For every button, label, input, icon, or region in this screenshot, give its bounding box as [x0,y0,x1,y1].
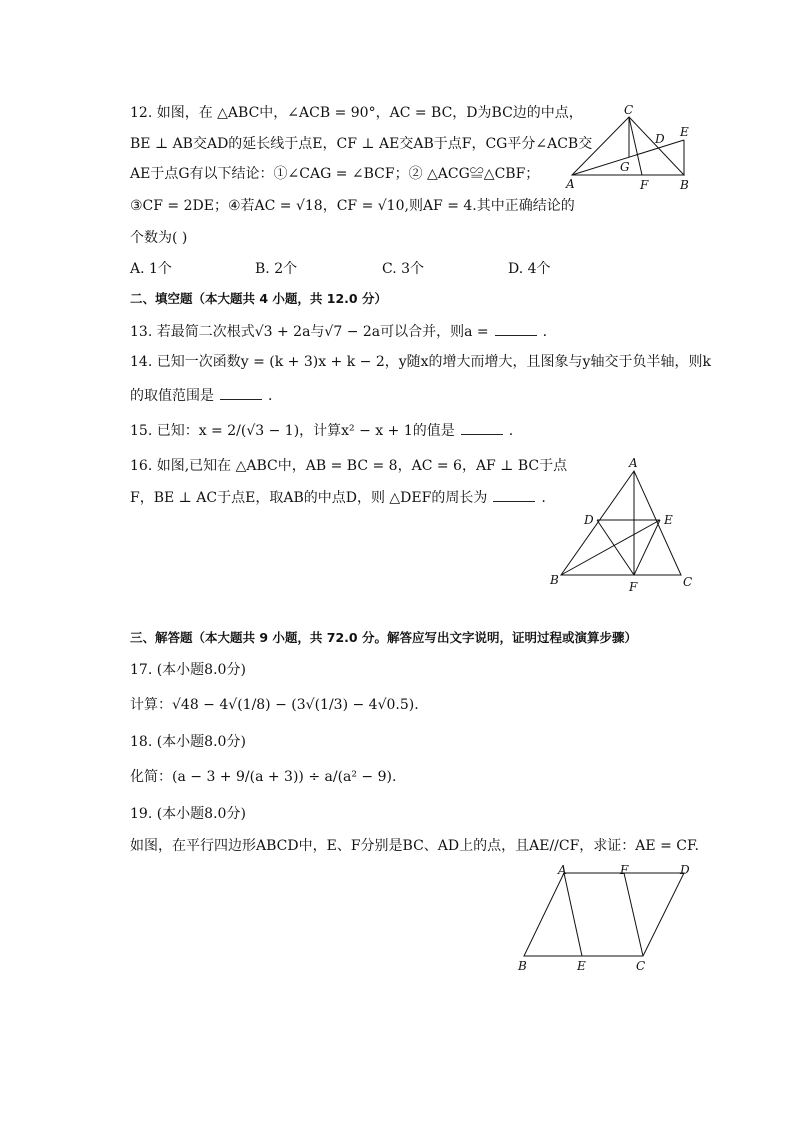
label-c: C [636,959,646,973]
q13-text [130,321,547,342]
q12-line-4: ③CF = 2DE；④若AC = √18，CF = √10,则AF = 4.其中正确结论的 [130,198,575,214]
label-a: A [629,456,638,470]
label-c: C [624,103,634,117]
q15-prefix: 15. 已知：x = 2/(√3 − 1)，计算x² − x + 1的值是 [130,423,455,439]
segment-df [597,520,634,575]
q12-option-c: C. 3个 [382,261,425,277]
label-b: B [550,573,559,587]
q15-text [130,420,513,441]
q14-line-1: 14. 已知一次函数y = (k + 3)x + k − 2，y随x的增大而增大，且图象与y轴交于负半轴，则k [130,354,711,370]
section-2-heading: 二、填空题（本大题共 4 小题，共 12.0 分） [130,291,387,306]
label-d: D [584,513,594,527]
q12-option-b: B. 2个 [255,261,298,277]
segment-cf [624,873,643,956]
q12-figure [560,100,700,200]
q13-suffix: . [542,324,548,340]
q12-line-5: 个数为( ) [130,230,188,246]
q12-line-1: 12. 如图，在 △ABC中，∠ACB = 90°，AC = BC，D为BC边的中点， [130,105,583,121]
q14-suffix: . [268,388,273,404]
q18-body: 化简：(a − 3 + 9/(a + 3)) ÷ a/(a² − 9). [130,769,397,785]
q17-header: 17. (本小题8.0分) [130,662,246,678]
q12-option-a: A. 1个 [130,261,172,277]
q15-answer-blank[interactable] [461,420,503,435]
triangle-abc [561,471,681,575]
q12-line-3: AE于点G有以下结论：①∠CAG = ∠BCF；② △ACG≌△CBF； [130,166,540,182]
q12-line-2: BE ⊥ AB交AD的延长线于点E，CF ⊥ AE交AB于点F，CG平分∠ACB交 [130,136,593,152]
q14-line-2 [130,385,272,406]
label-a: A [558,863,567,877]
q16-line-1: 16. 如图,已知在 △ABC中，AB = BC = 8，AC = 6，AF ⊥ BC于点 [130,458,568,474]
label-b: B [680,178,689,192]
label-a: A [566,177,575,191]
section-3-heading: 三、解答题（本大题共 9 小题，共 72.0 分。解答应写出文字说明，证明过程或演算步骤） [130,630,637,645]
label-f: F [640,178,649,192]
q14-prefix: 的取值范围是 [130,388,214,404]
parallelogram-abcd [524,873,684,956]
label-b: B [518,959,527,973]
label-g: G [620,160,630,174]
label-e: E [577,959,586,973]
q19-header: 19. (本小题8.0分) [130,806,246,822]
q16-prefix: F，BE ⊥ AC于点E，取AB的中点D，则 △DEF的周长为 [130,490,488,506]
q18-header: 18. (本小题8.0分) [130,734,246,750]
q16-line-2 [130,487,546,508]
label-f: F [629,580,638,594]
q13-prefix: 13. 若最简二次根式√3 + 2a与√7 − 2a可以合并，则a = [130,324,489,340]
label-e: E [664,513,673,527]
q16-suffix: . [541,490,546,506]
q19-body: 如图，在平行四边形ABCD中，E、F分别是BC、AD上的点，且AE//CF，求证：AE = CF. [130,838,699,854]
label-f: F [620,863,629,877]
segment-ae [564,873,582,956]
q13-answer-blank[interactable] [495,321,537,336]
q14-answer-blank[interactable] [220,385,262,400]
q19-figure [510,858,700,978]
segment-cf [629,117,642,175]
q16-figure [540,450,700,595]
label-c: C [683,575,693,589]
segment-ef [634,520,660,575]
q17-body: 计算：√48 − 4√(1/8) − (3√(1/3) − 4√0.5). [130,697,419,713]
label-e: E [680,125,689,139]
label-d: D [655,132,665,146]
q15-suffix: . [508,423,514,439]
segment-be [561,520,660,575]
label-d: D [680,863,690,877]
q12-option-d: D. 4个 [508,261,551,277]
q16-answer-blank[interactable] [493,487,535,502]
